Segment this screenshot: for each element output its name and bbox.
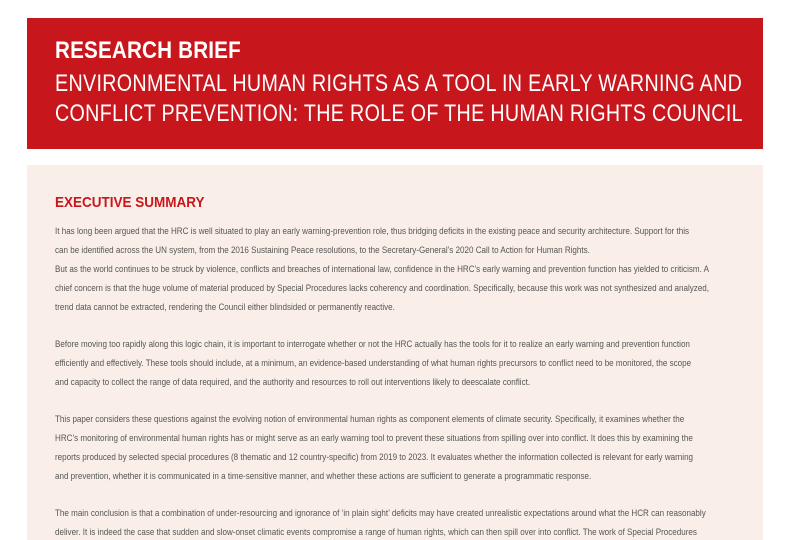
paragraph-line: The main conclusion is that a combination of under-resourcing and ignorance of ‘in plain sight’ deficits may have created unrealistic expectations around what the HCR can reasonably: [55, 508, 706, 518]
paragraph-line: But as the world continues to be struck by violence, conflicts and breaches of international law, confidence in the HRC’s early warning and prevention function has yielded to criticism. A: [55, 264, 710, 274]
paragraph-line: efficiently and effectively. These tools should include, at a minimum, an evidence-based understanding of what human rights precursors to conflict need to be monitored, the scope: [55, 358, 692, 368]
paragraph-line: trend data cannot be extracted, rendering the Council either blindsided or permanently reactive.: [55, 302, 395, 312]
document-title: [55, 69, 743, 129]
paragraph-line: and prevention, whether it is communicated in a time-sensitive manner, and whether these actions are sufficient to generate a programmatic response.: [55, 471, 592, 481]
paragraph-line: reports produced by selected special procedures (8 thematic and 12 country-specific) from 2019 to 2023. It evaluates whether the information collected is relevant for early warning: [55, 452, 694, 462]
section-heading: EXECUTIVE SUMMARY: [55, 194, 205, 211]
summary-paragraph: [55, 410, 722, 486]
summary-paragraph: [55, 222, 722, 317]
executive-summary-panel: [27, 165, 763, 540]
paragraph-line: deliver. It is indeed the case that sudden and slow-onset climatic events compromise a range of human rights, which can then spill over into conflict. The work of Special Procedures: [55, 527, 697, 537]
paragraph-line: chief concern is that the huge volume of material produced by Special Procedures lacks coherency and coordination. Specifically, because this work was not synthesized and analyzed,: [55, 283, 710, 293]
paragraph-line: HRC’s monitoring of environmental human rights has or might serve as an early warning tool to prevent these situations from spilling over into conflict. It does this by examining the: [55, 433, 693, 443]
summary-paragraph: [55, 504, 722, 540]
paragraph-line: Before moving too rapidly along this logic chain, it is important to interrogate whether or not the HRC actually has the tools for it to realize an early warning and prevention function: [55, 339, 690, 349]
document-type-label: RESEARCH BRIEF: [55, 37, 241, 64]
paragraph-line: It has long been argued that the HRC is well situated to play an early warning-prevention role, thus bridging deficits in the existing peace and security architecture. Support for this: [55, 226, 690, 236]
document-title-line: CONFLICT PREVENTION: THE ROLE OF THE HUMAN RIGHTS COUNCIL: [55, 100, 743, 127]
paragraph-line: and capacity to collect the range of data required, and the authority and resources to roll out interventions likely to deescalate conflict.: [55, 377, 531, 387]
header-banner: [27, 18, 763, 149]
summary-paragraph: [55, 335, 722, 392]
paragraph-line: This paper considers these questions against the evolving notion of environmental human rights as component elements of climate security. Specifically, it examines whether the: [55, 414, 685, 424]
document-title-line: ENVIRONMENTAL HUMAN RIGHTS AS A TOOL IN EARLY WARNING AND: [55, 70, 743, 97]
paragraph-line: can be identified across the UN system, from the 2016 Sustaining Peace resolutions, to the Secretary-General’s 2020 Call to Action for Human Rights.: [55, 245, 590, 255]
